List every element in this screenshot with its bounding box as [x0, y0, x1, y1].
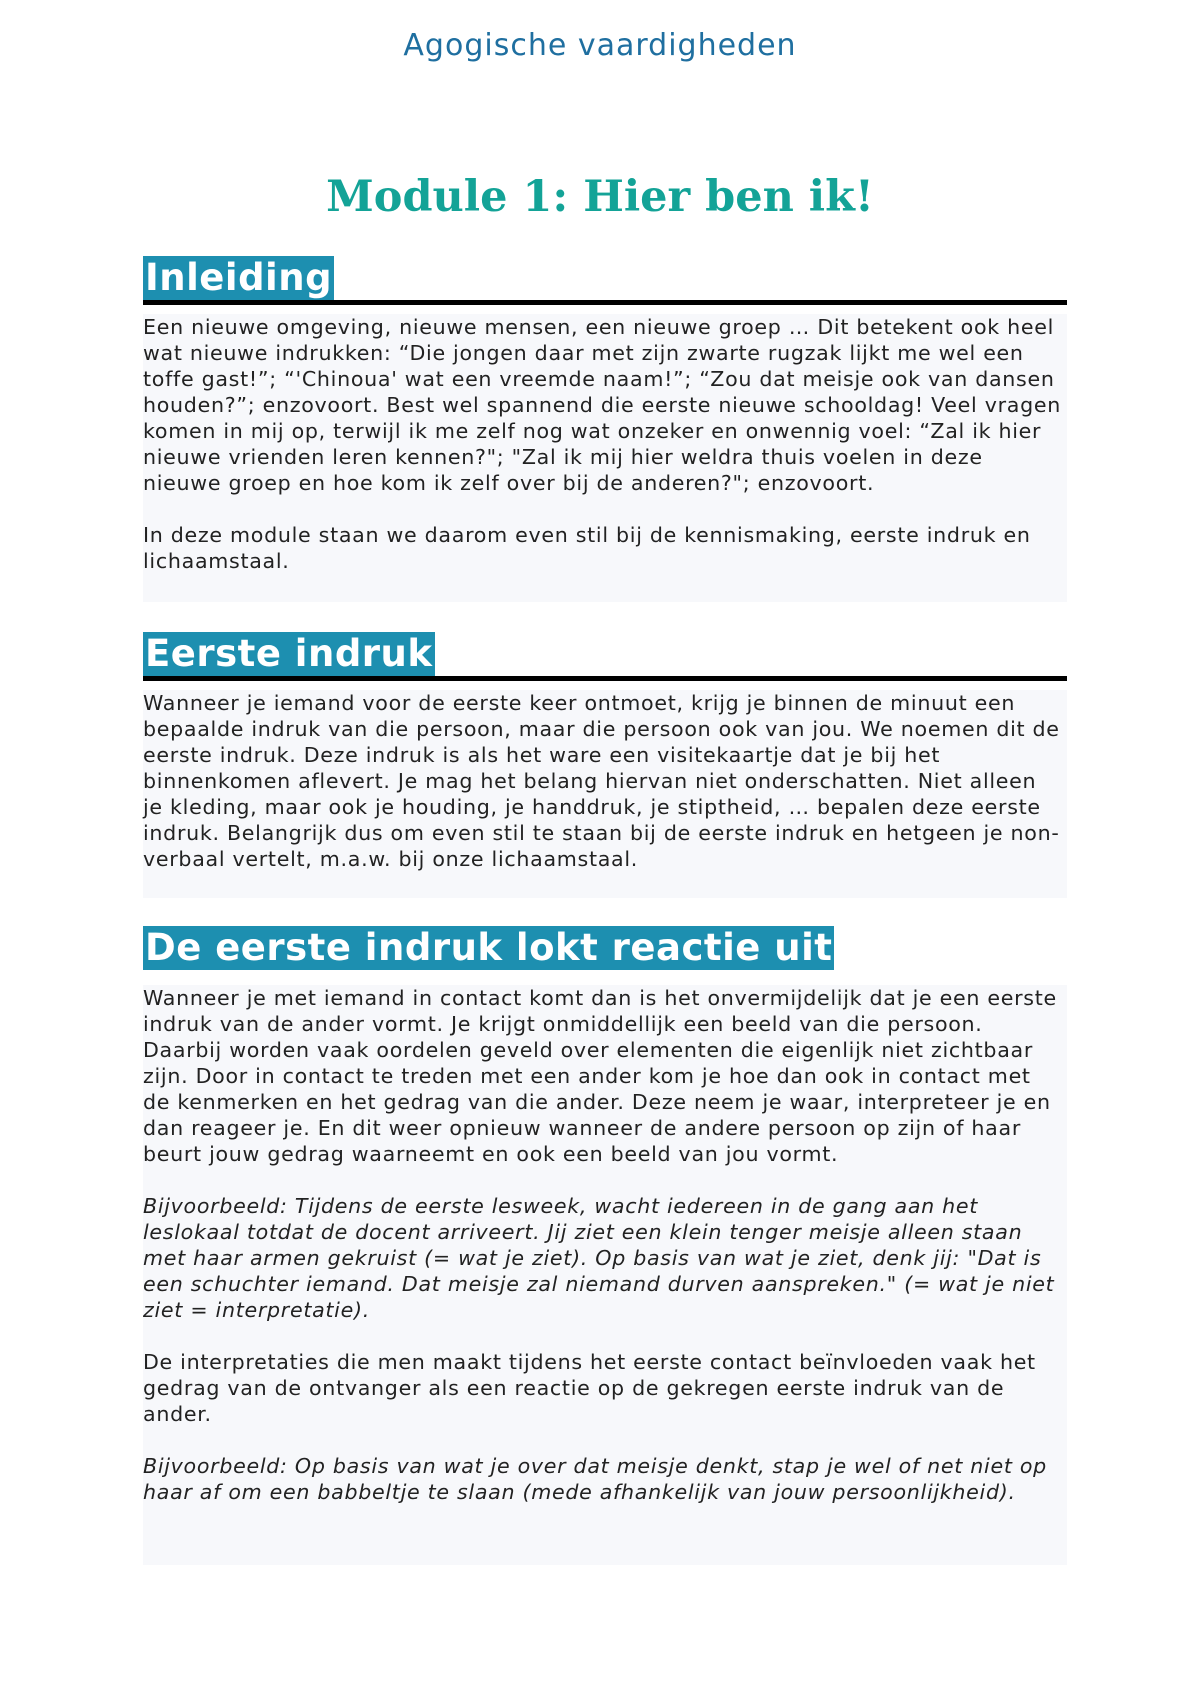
section-heading-inleiding	[143, 256, 1067, 305]
page-title: Module 1: Hier ben ik!	[326, 172, 874, 222]
running-header: Agogische vaardigheden	[403, 28, 797, 63]
paragraph: De interpretaties die men maakt tijdens het eerste contact beïnvloeden vaak het gedrag van de ontvanger als een reactie op de gekregen eerste indruk van de ander.	[143, 1350, 1036, 1426]
section-heading-label: Eerste indruk	[145, 632, 433, 675]
section-heading-reactie	[143, 926, 1067, 970]
paragraph: Een nieuwe omgeving, nieuwe mensen, een nieuwe groep … Dit betekent ook heel wat nieuwe indrukken: “Die jongen daar met zijn zwarte rugzak lijkt me wel een toffe gast!”; “'Chinoua' wat een vreemde naam!”; “Zou dat meisje ook van dansen houden?”; enzovoort. Best wel spannend die eerste nieuwe schooldag! Veel vragen komen in mij op, terwijl ik me zelf nog wat onzeker en onwennig voel: “Zal ik hier nieuwe vrienden leren kennen?"; "Zal ik mij hier weldra thuis voelen in deze nieuwe groep en hoe kom ik zelf over bij de anderen?"; enzovoort.	[143, 315, 1061, 495]
section-heading-eerste-indruk	[143, 632, 1067, 681]
paragraph: Wanneer je met iemand in contact komt dan is het onvermijdelijk dat je een eerste indruk van de ander vormt. Je krijgt onmiddellijk een beeld van die persoon. Daarbij worden vaak oordelen geveld over elementen die eigenlijk niet zichtbaar zijn. Door in contact te treden met een ander kom je hoe dan ook in contact met de kenmerken en het gedrag van die ander. Deze neem je waar, interpreteer je en dan reageer je. En dit weer opnieuw wanneer de andere persoon op zijn of haar beurt jouw gedrag waarneemt en ook een beeld van jou vormt.	[143, 986, 1057, 1166]
example-paragraph: Bijvoorbeeld: Tijdens de eerste lesweek, wacht iedereen in de gang aan het leslokaal totdat de docent arriveert. Jij ziet een klein tenger meisje alleen staan met haar armen gekruist (= wat je ziet). Op basis van wat je ziet, denk jij: "Dat is een schuchter iemand. Dat meisje zal niemand durven aanspreken." (= wat je niet ziet = interpretatie).	[143, 1194, 1055, 1322]
section-body-eerste-indruk	[143, 690, 1067, 898]
section-body-reactie	[143, 985, 1067, 1565]
paragraph: In deze module staan we daarom even stil bij de kennismaking, eerste indruk en lichaamstaal.	[143, 523, 1031, 573]
section-body-inleiding	[143, 314, 1067, 602]
section-heading-label: Inleiding	[145, 256, 333, 299]
section-heading-label: De eerste indruk lokt reactie uit	[145, 926, 833, 969]
paragraph: Wanneer je iemand voor de eerste keer ontmoet, krijg je binnen de minuut een bepaalde indruk van die persoon, maar die persoon ook van jou. We noemen dit de eerste indruk. Deze indruk is als het ware een visitekaartje dat je bij het binnenkomen aflevert. Je mag het belang hiervan niet onderschatten. Niet alleen je kleding, maar ook je houding, je handdruk, je stiptheid, … bepalen deze eerste indruk. Belangrijk dus om even stil te staan bij de eerste indruk en hetgeen je non-verbaal vertelt, m.a.w. bij onze lichaamstaal.	[143, 691, 1060, 871]
example-paragraph: Bijvoorbeeld: Op basis van wat je over dat meisje denkt, stap je wel of net niet op haar af om een babbeltje te slaan (mede afhankelijk van jouw persoonlijkheid).	[143, 1454, 1047, 1504]
